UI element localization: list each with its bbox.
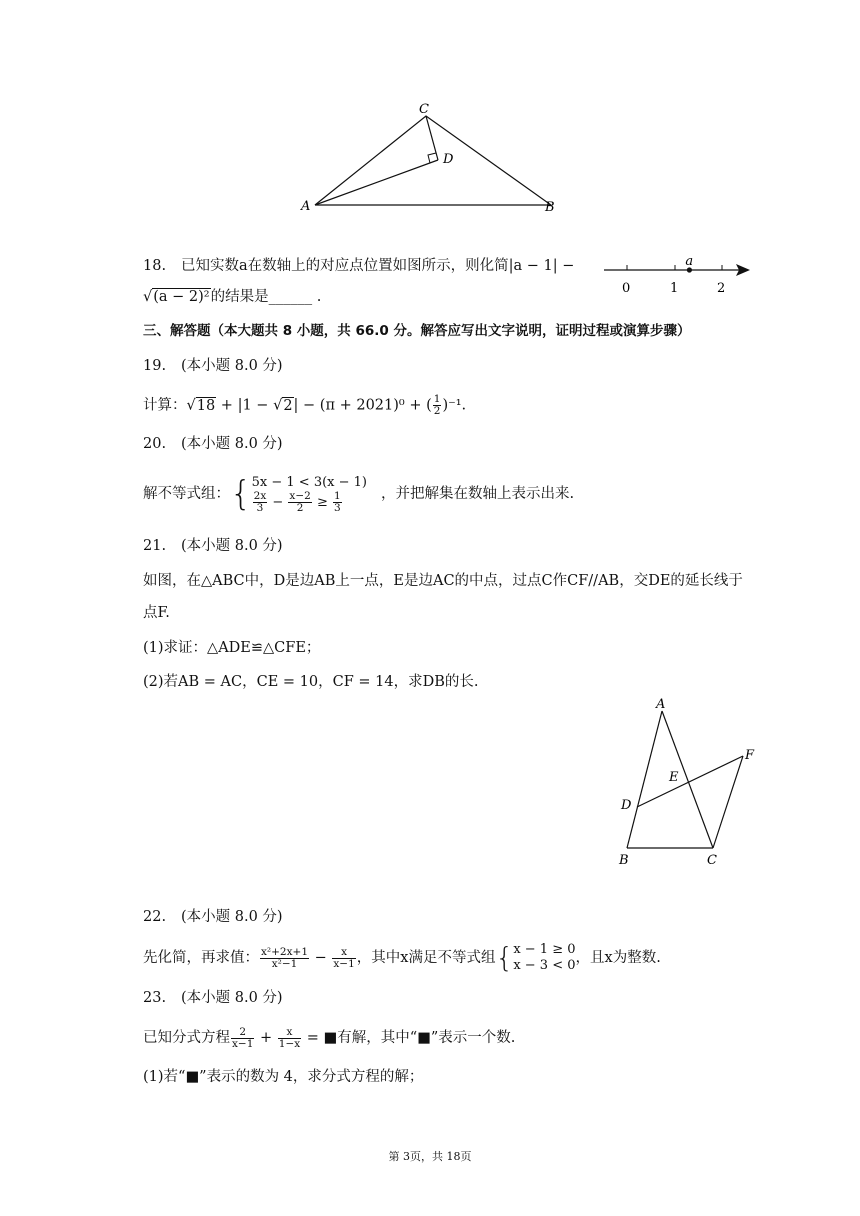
radicand: (a − 2)² [153,289,210,305]
question-text: 已知实数a在数轴上的对应点位置如图所示，则化简|a − 1| − [181,258,575,274]
question-19-header [143,356,283,376]
question-score: (本小题 8.0 分) [181,358,283,374]
vertex-label-a: A [656,697,666,712]
vertex-label-d: D [443,152,454,167]
left-brace: { [230,474,252,514]
fraction: $\frac{x}{x-1}$ [333,945,355,970]
question-22-body: 先化简，再求值： $\frac{\text{x²+2x+1}}{\text{x²−1}}$ − $\frac{x}{x-1}$ ，其中x满足不等式组 { x − 1 ≥ 0 x − 3 < 0 ，且x为整数. [143,941,661,974]
question-number: 18. [143,258,167,274]
question-21-part-2: (2)若AB = AC，CE = 10，CF = 14，求DB的长. [143,674,479,690]
fraction: $\frac{x}{1-x}$ [278,1025,301,1050]
inequality-2: $\frac{2x}{3}$ − $\frac{x-2}{2}$ ≥ $\frac{1}{3}$ [253,489,341,514]
question-21-text-1: 如图，在△ABC中，D是边AB上一点，E是边AC的中点，过点C作CF//AB，交DE的延长线于 [143,573,743,589]
question-number: 19. [143,358,167,374]
left-brace: { [495,941,514,974]
section-title: 三、解答题（本大题共 8 小题，共 66.0 分。解答应写出文字说明，证明过程或演算步骤） [143,323,691,339]
question-number: 23. [143,990,167,1006]
question-18 [143,256,574,276]
question-22-header [143,907,283,927]
sqrt-sign: √ [143,289,153,305]
question-score: (本小题 8.0 分) [181,436,283,452]
question-21-part-1: (1)求证：△ADE≌△CFE； [143,640,321,656]
prompt: 解不等式组： [143,486,230,502]
question-score: (本小题 8.0 分) [181,538,283,554]
vertex-label-e: E [669,770,679,785]
question-23-header [143,988,283,1008]
question-text: 的结果是______ . [210,289,322,305]
question-20-body [143,470,574,518]
page-footer: 第 3页，共 18页 [388,1150,472,1163]
inequality-system: x − 1 ≥ 0 x − 3 < 0 [513,942,576,973]
tick-label-1: 1 [670,281,679,296]
question-number: 20. [143,436,167,452]
radicand: 2 [283,397,293,414]
prompt: 计算： [143,397,187,414]
vertex-label-d: D [621,798,632,813]
expr: )⁻¹. [442,397,467,414]
prompt: 先化简，再求值： [143,950,259,966]
question-number: 21. [143,538,167,554]
inequality-1: 5x − 1 < 3(x − 1) [251,474,368,490]
question-23-body: 已知分式方程 $\frac{2}{x-1}$ + $\frac{x}{1-x}$ = ■有解，其中“■”表示一个数. [143,1025,516,1050]
fraction: $\frac{2}{x-1}$ [232,1025,254,1050]
question-23-part-1: (1)若“■”表示的数为 4，求分式方程的解； [143,1069,424,1085]
prompt: 已知分式方程 [143,1030,230,1046]
vertex-label-b: B [619,853,629,868]
question-21-header [143,536,283,556]
suffix: ，并把解集在数轴上表示出来. [381,486,575,502]
triangle-abc-def-figure [612,696,772,871]
radicand: 18 [196,397,216,414]
question-20-header [143,434,283,454]
number-line-q18 [600,252,755,297]
question-number: 22. [143,909,167,925]
point-a-label: a [685,254,694,269]
fraction: $\frac{1}{2}$ [433,393,441,417]
fraction: $\frac{\text{x²+2x+1}}{\text{x²−1}}$ [261,945,309,970]
question-18-line2 [143,287,321,307]
vertex-label-c: C [419,102,429,117]
vertex-label-b: B [545,200,555,215]
mid-text: ，其中x满足不等式组 [356,950,496,966]
vertex-label-a: A [301,199,311,214]
expr: + |1 − [216,397,274,414]
triangle-abc-figure [295,98,570,218]
inequality-system [252,475,367,514]
vertex-label-c: C [707,853,717,868]
expr: | − (π + 2021)⁰ + ( [293,397,432,414]
question-score: (本小题 8.0 分) [181,990,283,1006]
suffix: = ■有解，其中“■”表示一个数. [302,1030,516,1046]
suffix: ，且x为整数. [575,950,661,966]
tick-label-2: 2 [717,281,726,296]
question-19-body: 计算：√18 + |1 − √2| − (π + 2021)⁰ + ( $\frac{1}{2}$ )⁻¹. [143,393,467,417]
vertex-label-f: F [745,748,755,763]
question-21-text-2: 点F. [143,605,170,621]
question-score: (本小题 8.0 分) [181,909,283,925]
tick-label-0: 0 [622,281,631,296]
